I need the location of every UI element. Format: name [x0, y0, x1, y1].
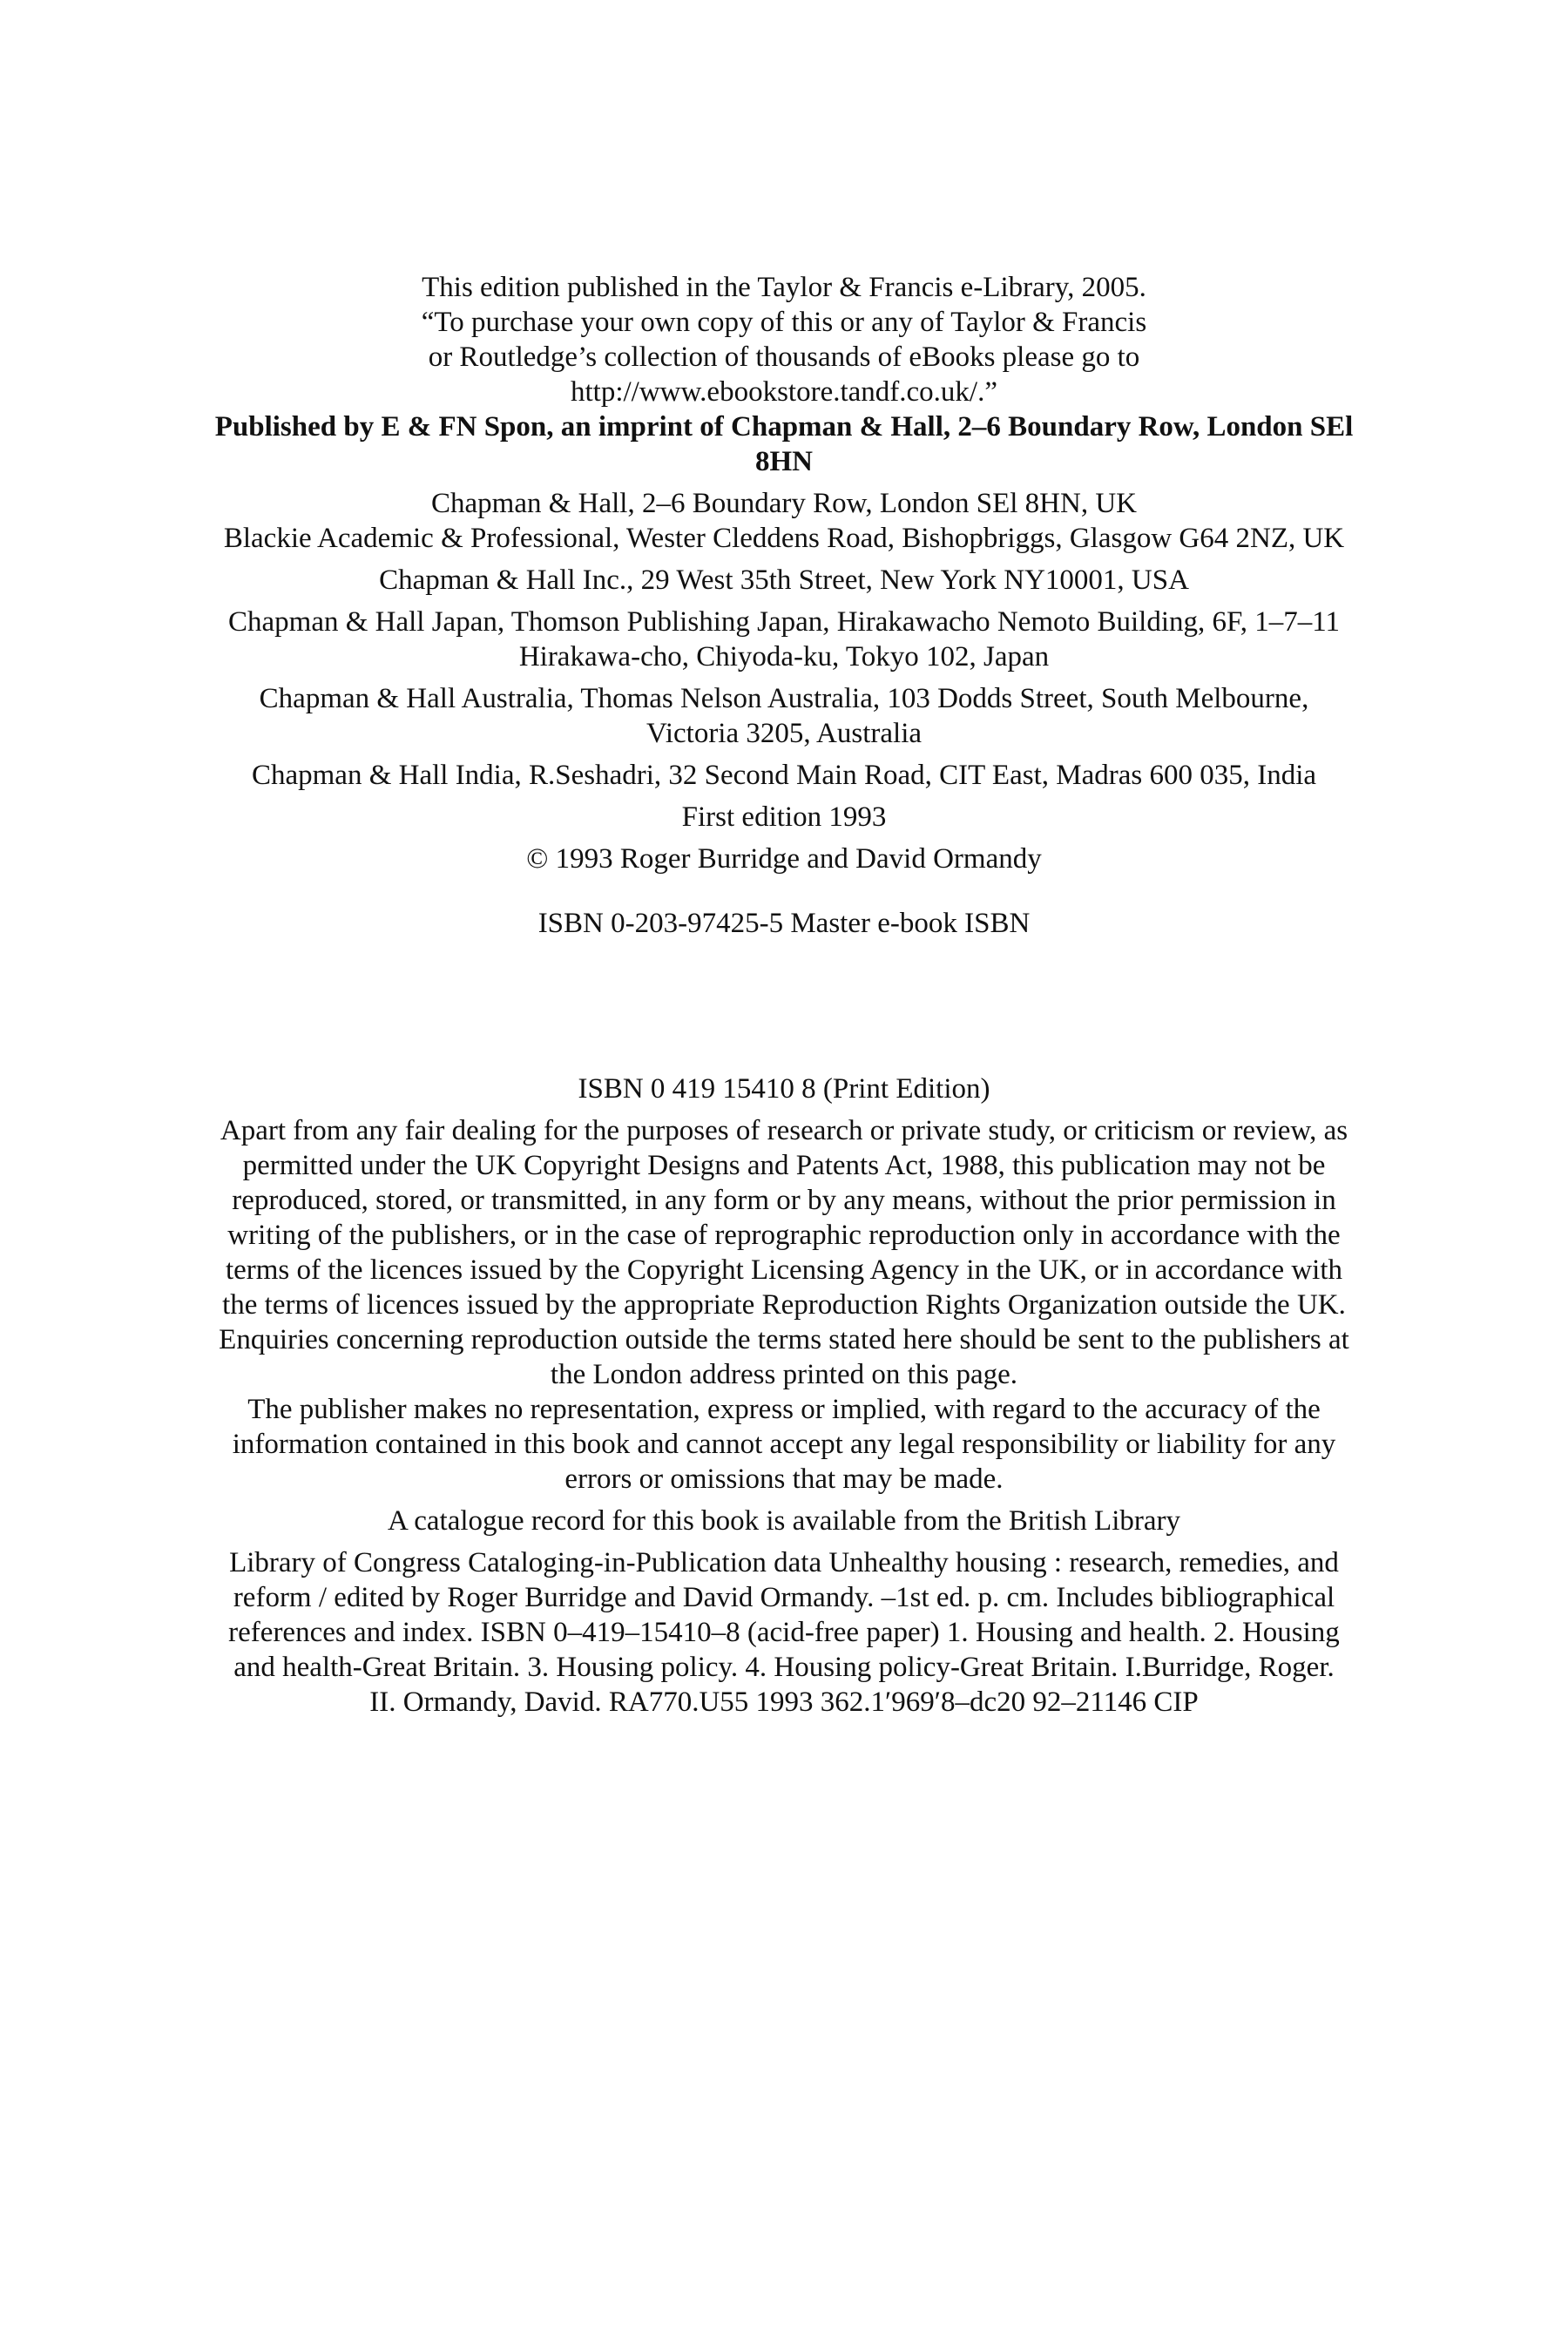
address-line: Chapman & Hall India, R.Seshadri, 32 Second Main Road, CIT East, Madras 600 035, India — [251, 760, 1317, 791]
rights-line: terms of the licences issued by the Copyright Licensing Agency in the UK, or in accordance with — [225, 1254, 1343, 1286]
publisher-statement — [122, 409, 1446, 479]
isbn-line: ISBN 0-203-97425-5 Master e-book ISBN — [537, 908, 1031, 939]
ebook-notice-line: “To purchase your own copy of this or any of Taylor & Francis — [421, 307, 1147, 338]
address-japan — [122, 605, 1446, 674]
address-australia — [122, 681, 1446, 751]
rights-notice — [122, 1113, 1446, 1497]
liability-line: errors or omissions that may be made. — [564, 1463, 1004, 1495]
address-line: Chapman & Hall Australia, Thomas Nelson Australia, 103 Dodds Street, South Melbourne, — [259, 683, 1309, 714]
rights-line: the terms of licences issued by the appropriate Reproduction Rights Organization outside the UK. — [222, 1289, 1346, 1321]
copyright-line: © 1993 Roger Burridge and David Ormandy — [526, 843, 1042, 875]
address-line: Blackie Academic & Professional, Wester Cleddens Road, Bishopbriggs, Glasgow G64 2NZ, UK — [223, 523, 1345, 554]
rights-line: writing of the publishers, or in the case of reprographic reproduction only in accordance with the — [227, 1220, 1341, 1251]
print-isbn — [122, 1071, 1446, 1106]
address-line: Chapman & Hall, 2–6 Boundary Row, London SEl 8HN, UK — [431, 488, 1137, 519]
address-usa — [122, 563, 1446, 598]
publisher-line: 8HN — [755, 446, 813, 477]
publisher-line: Published by E & FN Spon, an imprint of Chapman & Hall, 2–6 Boundary Row, London SEl — [214, 411, 1354, 443]
catalogue-record — [122, 1504, 1446, 1538]
rights-line: permitted under the UK Copyright Designs and Patents Act, 1988, this publication may not be — [242, 1150, 1326, 1181]
ebook-notice — [122, 270, 1446, 409]
cip-line: reform / edited by Roger Burridge and David Ormandy. –1st ed. p. cm. Includes bibliographical — [233, 1582, 1335, 1613]
cip-line: references and index. ISBN 0–419–15410–8 (acid-free paper) 1. Housing and health. 2. Housing — [228, 1617, 1340, 1648]
address-india — [122, 758, 1446, 793]
cip-line: and health-Great Britain. 3. Housing policy. 4. Housing policy-Great Britain. I.Burridge, Roger. — [233, 1652, 1335, 1683]
ebook-notice-line: This edition published in the Taylor & Francis e-Library, 2005. — [422, 272, 1146, 303]
liability-line: information contained in this book and cannot accept any legal responsibility or liability for any — [232, 1429, 1336, 1460]
address-line: Chapman & Hall Inc., 29 West 35th Street, New York NY10001, USA — [379, 564, 1189, 596]
ebook-store-url: http://www.ebookstore.tandf.co.uk/.” — [570, 376, 997, 408]
rights-line: reproduced, stored, or transmitted, in any form or by any means, without the prior permission in — [232, 1185, 1336, 1216]
edition-line: First edition 1993 — [681, 801, 887, 833]
cip-line: Library of Congress Cataloging-in-Publication data Unhealthy housing : research, remedies, and — [229, 1547, 1339, 1578]
liability-line: The publisher makes no representation, express or implied, with regard to the accuracy of the — [247, 1394, 1321, 1425]
ebook-isbn — [122, 906, 1446, 941]
rights-line: the London address printed on this page. — [550, 1359, 1018, 1390]
isbn-line: ISBN 0 419 15410 8 (Print Edition) — [578, 1073, 990, 1105]
address-line: Hirakawa-cho, Chiyoda-ku, Tokyo 102, Japan — [518, 641, 1050, 672]
address-uk — [122, 486, 1446, 556]
rights-line: Enquiries concerning reproduction outside the terms stated here should be sent to the publishers at — [219, 1324, 1349, 1355]
catalogue-line: A catalogue record for this book is available from the British Library — [388, 1505, 1180, 1537]
edition-statement — [122, 800, 1446, 835]
page-content — [122, 270, 1446, 1720]
address-line: Victoria 3205, Australia — [645, 718, 923, 749]
cip-line: II. Ormandy, David. RA770.U55 1993 362.1′969′8–dc20 92–21146 CIP — [369, 1686, 1199, 1718]
copyright-statement — [122, 841, 1446, 876]
cip-data — [122, 1545, 1446, 1720]
address-line: Chapman & Hall Japan, Thomson Publishing Japan, Hirakawacho Nemoto Building, 6F, 1–7–11 — [228, 606, 1340, 638]
rights-line: Apart from any fair dealing for the purposes of research or private study, or criticism or review, as — [220, 1115, 1348, 1146]
ebook-notice-line: or Routledge’s collection of thousands of eBooks please go to — [428, 341, 1140, 373]
